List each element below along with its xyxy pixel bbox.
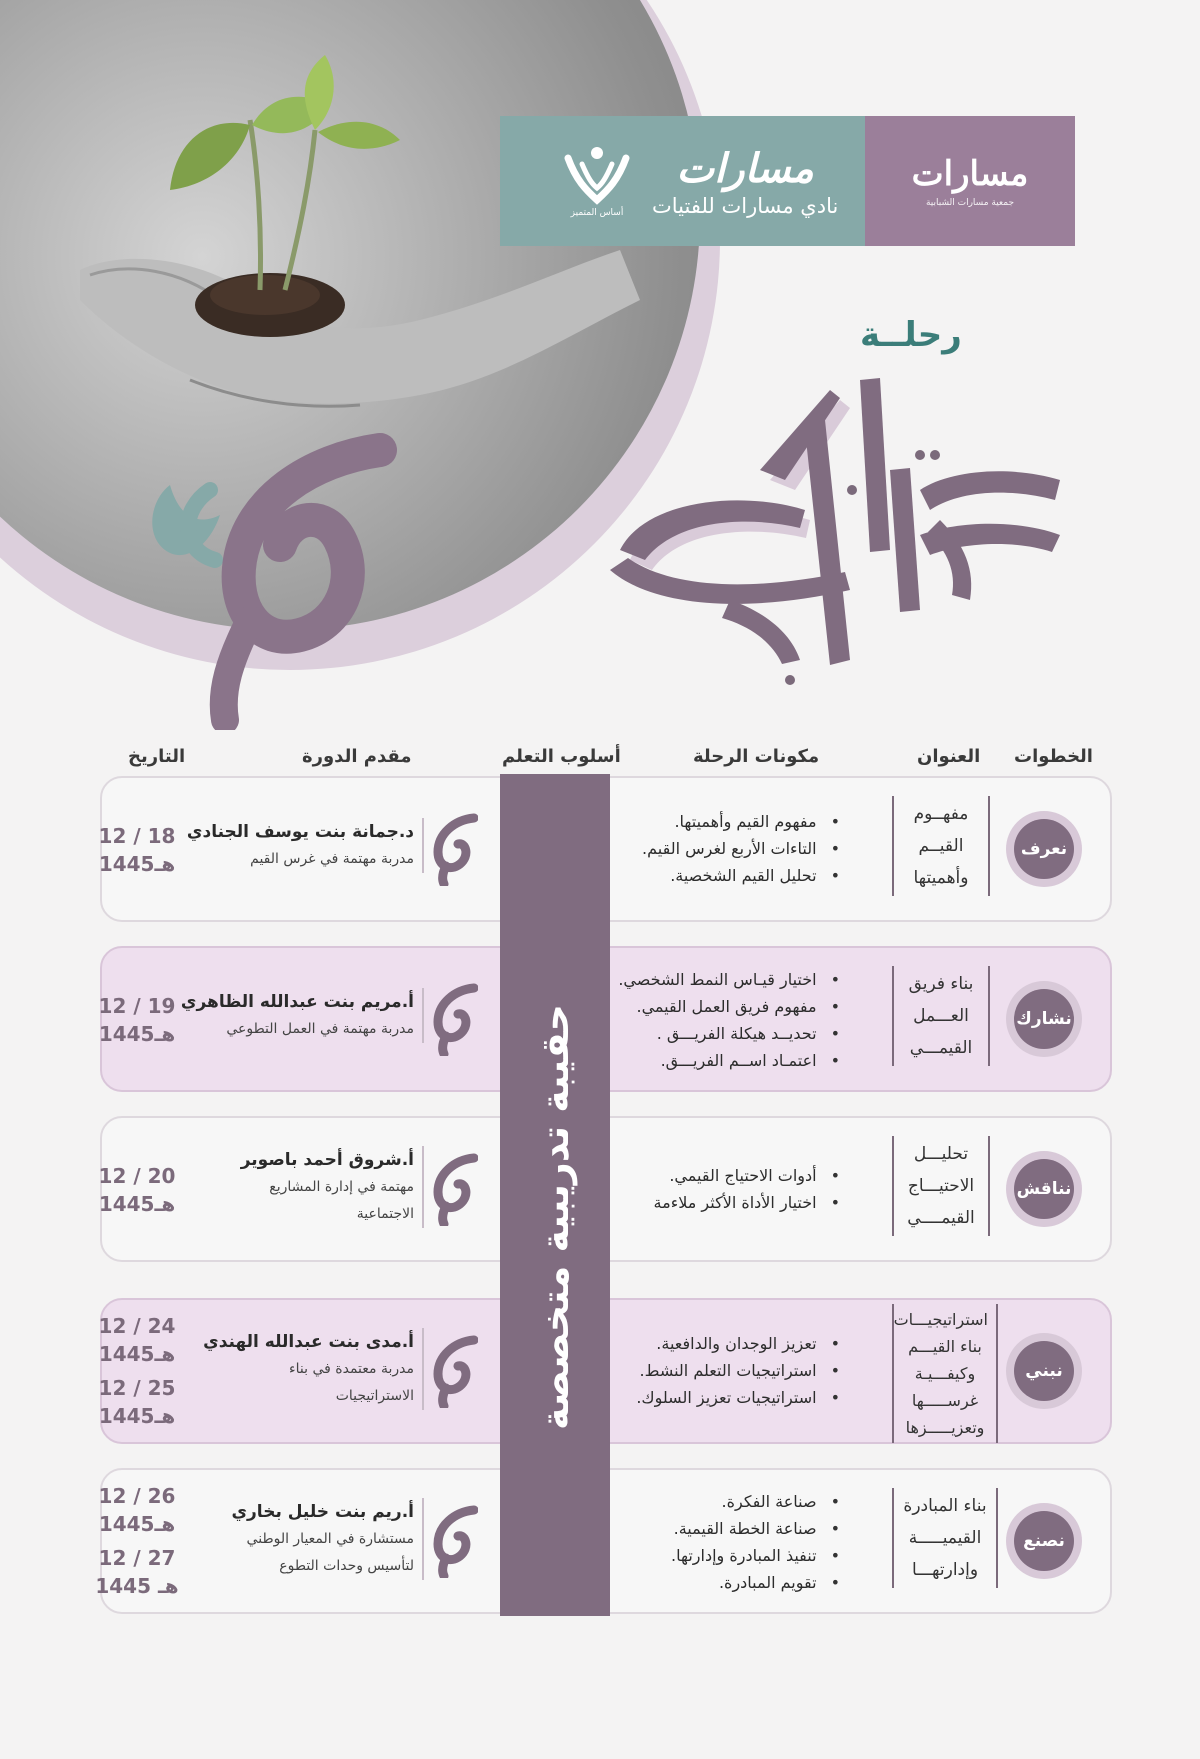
list-item: • استراتيجيات تعزيز السلوك. — [570, 1384, 840, 1411]
leaf-mark-icon — [432, 812, 478, 886]
presenter-role: الاجتماعية — [356, 1206, 414, 1222]
presenter-role: مدربة معتمدة في بناء — [289, 1361, 414, 1377]
list-item: • اختيار الأداة الأكثر ملاءمة — [570, 1189, 840, 1216]
club-logo — [652, 145, 838, 218]
org-logo — [865, 116, 1075, 246]
step-badge — [1006, 811, 1082, 887]
list-item: • اعتمـاد اســم الفريـــق. — [570, 1047, 840, 1074]
session-title: تحليـــل الاحتيـــاج القيمــــي — [892, 1136, 990, 1236]
components-list — [570, 1488, 840, 1596]
list-item: • تحديــد هيكلة الفريـــق . — [570, 1020, 840, 1047]
list-item: • اختيار قيـاس النمط الشخصي. — [570, 966, 840, 993]
step-badge — [1006, 1151, 1082, 1227]
presenter — [174, 1328, 424, 1410]
org-name: مسارات — [911, 154, 1029, 194]
list-item: • تنفيذ المبادرة وإدارتها. — [570, 1542, 840, 1569]
presenter-role: لتأسيس وحدات التطوع — [279, 1558, 414, 1574]
session-title: مفهــوم القيــم وأهميتها — [892, 796, 990, 896]
leaf-mark-icon — [432, 1334, 478, 1408]
list-item: • تعزيز الوجدان والدافعية. — [570, 1330, 840, 1357]
presenter-name: أ.ريم بنت خليل بخاري — [231, 1502, 414, 1522]
step-badge — [1006, 981, 1082, 1057]
learning-style-label: حقيبة تدريبية متخصصة — [533, 1003, 577, 1431]
step-label: نعرف — [1014, 819, 1074, 879]
step-label: نناقش — [1014, 1159, 1074, 1219]
list-item: • تحليل القيم الشخصية. — [570, 862, 840, 889]
list-item: • التاءات الأربع لغرس القيم. — [570, 835, 840, 862]
asas-caption: أساس المتميز — [570, 208, 624, 218]
presenter-name: أ.مدى بنت عبدالله الهندي — [203, 1332, 414, 1352]
header-presenter: مقدم الدورة — [302, 746, 412, 767]
step-badge — [1006, 1503, 1082, 1579]
header-components: مكونات الرحلة — [693, 746, 820, 767]
session-date: 12 / 20 1445هـ — [98, 1164, 176, 1216]
asas-logo-icon — [560, 144, 634, 206]
step-label: نصنع — [1014, 1511, 1074, 1571]
session-title: استراتيجيـــات بناء القيـــم وكيفـــيـة غرســـــها وتعزيـــــزها — [892, 1304, 998, 1443]
presenter-role: مدربة مهتمة في غرس القيم — [250, 851, 414, 867]
list-item: • أدوات الاحتياج القيمي. — [570, 1162, 840, 1189]
presenter-name: أ.شروق أحمد باصوير — [240, 1150, 414, 1170]
leaf-mark-icon — [432, 982, 478, 1056]
list-item: • مفهوم فريق العمل القيمي. — [570, 993, 840, 1020]
presenter-role: مدربة مهتمة في العمل التطوعي — [226, 1021, 414, 1037]
header-steps: الخطوات — [1014, 746, 1093, 767]
presenter — [174, 1146, 424, 1228]
leaf-mark-icon — [140, 430, 410, 730]
list-item: • مفهوم القيم وأهميتها. — [570, 808, 840, 835]
presenter — [174, 988, 424, 1043]
leaf-mark-icon — [432, 1152, 478, 1226]
components-list — [570, 808, 840, 889]
presenter-role: مستشارة في المعيار الوطني — [246, 1531, 414, 1547]
club-name: نادي مسارات للفتيات — [652, 193, 839, 218]
components-list — [570, 966, 840, 1074]
list-item: • تقويم المبادرة. — [570, 1569, 840, 1596]
presenter — [174, 818, 424, 873]
main-title-calligraphy — [590, 360, 1080, 720]
presenter — [174, 1498, 424, 1580]
asas-logo — [560, 144, 634, 218]
presenter-role: الاستراتيجيات — [335, 1388, 414, 1404]
session-date: 12 / 18 1445هـ — [98, 824, 176, 876]
presenter-role: مهتمة في إدارة المشاريع — [269, 1179, 414, 1195]
logo-band — [500, 116, 1075, 246]
presenter-name: أ.مريم بنت عبدالله الظاهري — [180, 992, 414, 1012]
session-title: بناء المبادرة القيميـــــة وإدارتهـــا — [892, 1488, 998, 1588]
list-item: • استراتيجيات التعلم النشط. — [570, 1357, 840, 1384]
org-subtitle: جمعية مسارات الشبابية — [925, 198, 1015, 208]
components-list — [570, 1162, 840, 1216]
step-label: نشارك — [1014, 989, 1074, 1049]
club-brand: مسارات — [676, 144, 814, 192]
session-title: بناء فريق العـــمل القيمـــي — [892, 966, 990, 1066]
step-label: نبني — [1014, 1341, 1074, 1401]
session-date: 12 / 24 1445هـ 12 / 25 1445هـ — [98, 1314, 176, 1428]
header-learning-style: أسلوب التعلم — [502, 746, 621, 767]
trip-label: رحلــة — [860, 315, 962, 355]
presenter-name: د.جمانة بنت يوسف الجنادي — [186, 822, 414, 842]
header-title: العنوان — [917, 746, 981, 767]
session-date: 12 / 26 1445هـ 12 / 27 1445 هـ — [95, 1484, 179, 1598]
step-badge — [1006, 1333, 1082, 1409]
session-date: 12 / 19 1445هـ — [98, 994, 176, 1046]
header-date: التاريخ — [128, 746, 186, 767]
leaf-mark-icon — [432, 1504, 478, 1578]
list-item: • صناعة الفكرة. — [570, 1488, 840, 1515]
components-list — [570, 1330, 840, 1411]
list-item: • صناعة الخطة القيمية. — [570, 1515, 840, 1542]
